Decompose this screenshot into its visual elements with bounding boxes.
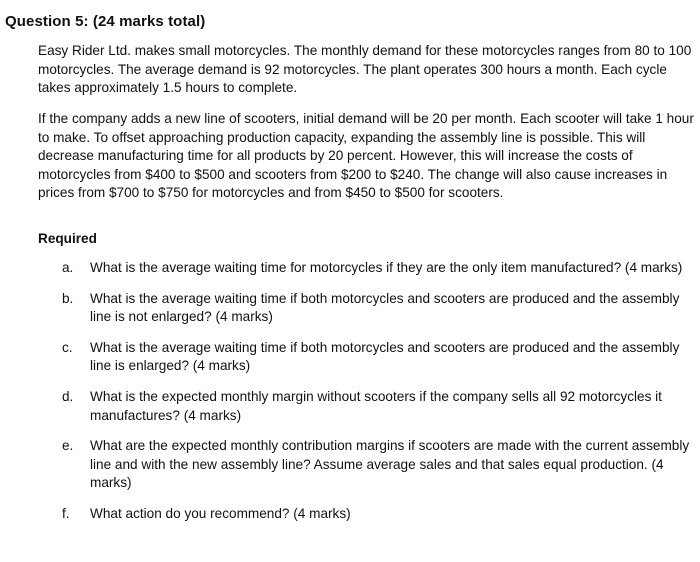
required-item-c xyxy=(0,339,700,376)
item-text: What is the expected monthly margin without scooters if the company sells all 92 motorcycles it manufactures? (4 marks) xyxy=(90,388,662,423)
item-text: What is the average waiting time for motorcycles if they are the only item manufactured? (4 marks) xyxy=(90,260,683,275)
required-item-a xyxy=(0,259,700,278)
required-item-b xyxy=(0,290,700,327)
item-text: What is the average waiting time if both motorcycles and scooters are produced and the assembly line is not enlarged? (4 marks) xyxy=(90,290,680,325)
required-item-d xyxy=(0,388,700,425)
intro-paragraph: Easy Rider Ltd. makes small motorcycles. The monthly demand for these motorcycles ranges from 80 to 100 motorcycles. The average demand is 92 motorcycles. The plant operates 300 hours a month. Each cycle takes approximately 1.5 hours to complete. xyxy=(38,43,692,96)
item-letter: a. xyxy=(62,260,74,275)
scenario-paragraph: If the company adds a new line of scooters, initial demand will be 20 per month. Each scooter will take 1 hour to make. To offset approaching production capacity, expanding the assembly line is possible. This will decrease manufacturing time for all products by 20 percent. However, this will increase the costs of motorcycles from $400 to $500 and scooters from $200 to $240. The change will also cause increases in prices from $700 to $750 for motorcycles and from $450 to $500 for scooters. xyxy=(38,111,694,201)
item-letter: c. xyxy=(62,339,73,355)
item-letter: b. xyxy=(62,290,74,306)
item-letter: e. xyxy=(62,438,74,454)
question-title: Question 5: (24 marks total) xyxy=(5,13,206,30)
required-item-f xyxy=(0,505,700,524)
required-item-e xyxy=(0,437,700,493)
required-list xyxy=(0,259,700,536)
required-heading: Required xyxy=(38,231,97,246)
item-letter: f. xyxy=(62,505,70,521)
item-text: What are the expected monthly contribution margins if scooters are made with the current assembly line and with the new assembly line? Assume average sales and that sales equal production. (4 marks) xyxy=(90,438,690,491)
item-text: What action do you recommend? (4 marks) xyxy=(90,505,351,521)
item-letter: d. xyxy=(62,388,74,404)
item-text: What is the average waiting time if both motorcycles and scooters are produced and the assembly line is enlarged? (4 marks) xyxy=(90,339,680,374)
